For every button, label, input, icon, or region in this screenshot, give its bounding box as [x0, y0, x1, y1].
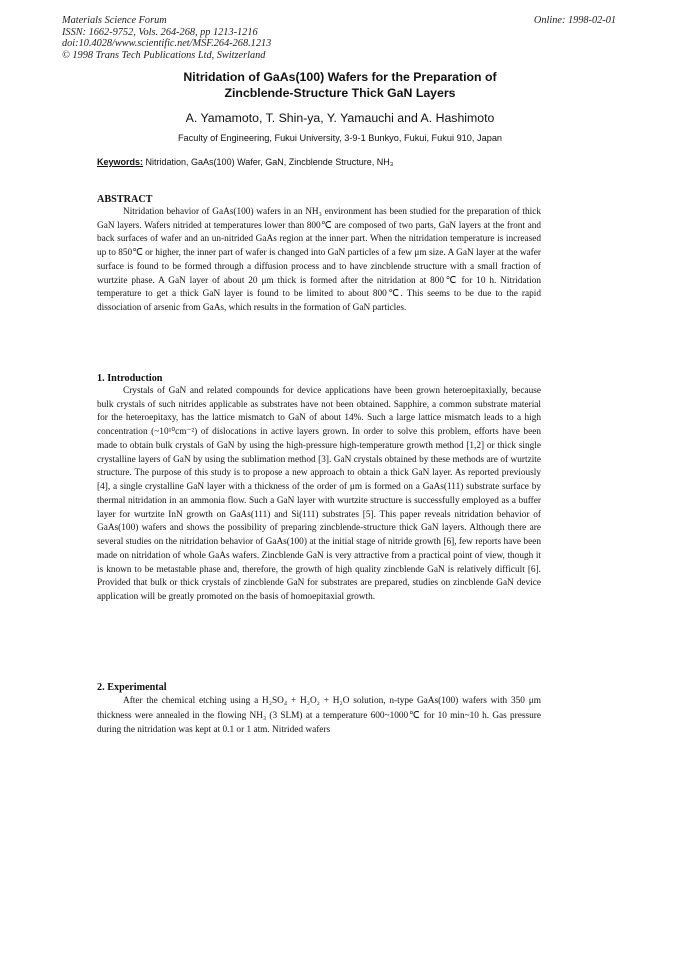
issn-line: ISSN: 1662-9752, Vols. 264-268, pp 1213-1216: [62, 26, 258, 38]
keywords: [97, 157, 597, 167]
abstract-text: Nitridation behavior of GaAs(100) wafers in an NH₃ environment has been studied for the preparation of thick GaN layers. Wafers nitrided at temperatures lower than 800℃ are composed of two parts, GaN layers at the front and back surfaces of wafer and an un-nitrided GaAs region at the inner part. When the nitridation temperature is increased up to 850℃ or higher, the inner part of wafer is changed into GaN particles of a few μm size. A GaN layer at the wafer surface is found to be formed through a diffusion process and to have zincblende structure with a small fraction of wurtzite phase. A GaN layer of about 20 μm thick is formed after the nitridation at 800℃ for 10 h. Nitridation temperature to get a thick GaN layer is found to be limited to about 800℃. This seems to be due to the rapid dissociation of arsenic from GaAs, which results in the formation of GaN particles.: [97, 207, 541, 313]
journal-name: Materials Science Forum: [62, 15, 167, 26]
experimental-section: [97, 682, 541, 738]
experimental-heading: 2. Experimental: [97, 682, 167, 693]
affiliation: Faculty of Engineering, Fukui University, 3-9-1 Bunkyo, Fukui, Fukui 910, Japan: [177, 133, 503, 143]
online-date: Online: 1998-02-01: [533, 15, 616, 26]
title-line-1: Nitridation of GaAs(100) Wafers for the Preparation of: [183, 70, 497, 84]
paper-title: [60, 70, 620, 101]
doi-line[interactable]: doi:10.4028/www.scientific.net/MSF.264-268.1213: [62, 38, 272, 50]
abstract-section: [97, 194, 541, 316]
introduction-text: Crystals of GaN and related compounds for device applications have been grown heteroepitaxially, because bulk crystals of such nitrides applicable as substrates have not been obtained. Sapphire, a common substrate material for the heteroepitaxy, has the lattice mismatch to GaN of about 14%. Such a large lattice mismatch leads to a high concentration (~10¹⁰cm⁻²) of dislocations in active layers grown. In order to solve this problem, efforts have been made to obtain bulk crystals of GaN by using the high-pressure high-temperature growth method [1,2] or thick single crystalline layers of GaN by using the sublimation method [3]. GaN crystals obtained by these methods are of wurtzite structure. The purpose of this study is to propose a new approach to obtain a thick GaN layer. As reported previously [4], a single crystalline GaN layer with a thickness of the order of μm is formed on a GaAs(111) substrate surface by thermal nitridation in an ammonia flow. Such a GaN layer with wurtzite structure is successfully employed as a buffer layer for wurtzite InN growth on GaAs(111) and Si(111) substrates [5]. This paper reveals nitridation behavior of GaAs(100) wafers and shows the possibility of preparing zincblende-structure thick GaN layers. Although there are several studies on the nitridation behavior of GaAs(100) at the initial stage of nitride growth [6], few reports have been made on nitridation of whole GaAs wafers. Zincblende GaN is very attractive from a practical point of view, though it is known to be metastable phase and, therefore, the growth of high quality zincblende GaN is relatively difficult [6]. Provided that bulk or thick crystals of zincblende GaN for substrates are prepared, studies on zincblende GaN device application will be greatly promoted on the basis of homoepitaxial growth.: [97, 386, 541, 603]
authors: A. Yamamoto, T. Shin-ya, Y. Yamauchi and A. Hashimoto: [185, 111, 495, 125]
abstract-heading: ABSTRACT: [97, 194, 153, 205]
keywords-text: Nitridation, GaAs(100) Wafer, GaN, Zincblende Structure, NH₃: [145, 157, 394, 167]
experimental-text: After the chemical etching using a H₂SO₄ + H₂O₂ + H₂O solution, n-type GaAs(100) wafers with 350 μm thickness were annealed in the flowing NH₃ (3 SLM) at a temperature 600~1000℃ for 10 min~10 h. Gas pressure during the nitridation was kept at 0.1 or 1 atm. Nitrided wafers: [97, 696, 541, 735]
introduction-heading: 1. Introduction: [97, 373, 163, 384]
introduction-section: [97, 373, 541, 605]
copyright-line: © 1998 Trans Tech Publications Ltd, Switzerland: [62, 49, 266, 61]
journal-header: [62, 15, 622, 61]
keywords-label: Keywords:: [97, 157, 144, 167]
title-line-2: Zincblende-Structure Thick GaN Layers: [224, 85, 456, 100]
